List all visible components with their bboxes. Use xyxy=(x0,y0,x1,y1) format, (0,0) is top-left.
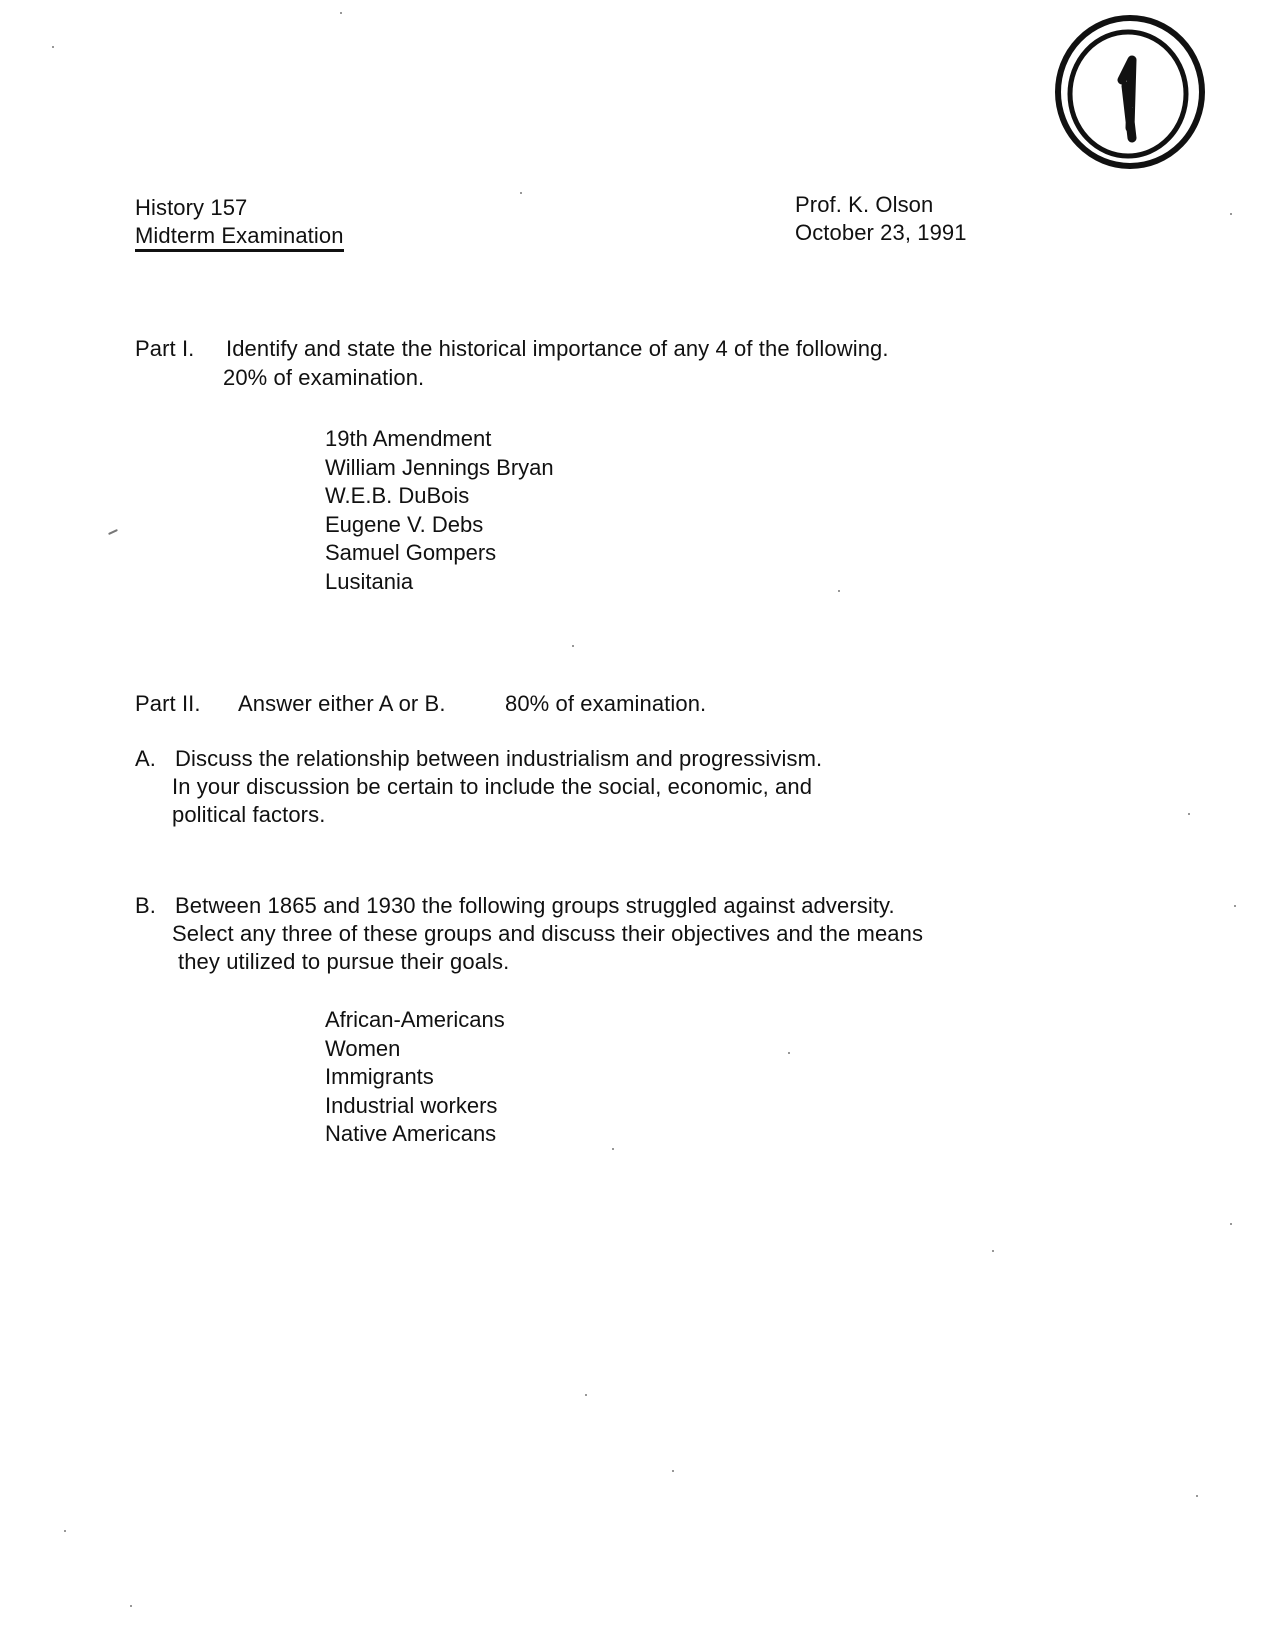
scan-speck xyxy=(838,590,840,592)
question-b-line: Between 1865 and 1930 the following groups struggled against adversity. xyxy=(175,893,895,918)
circled-number-icon xyxy=(1040,8,1220,178)
list-item: Women xyxy=(325,1035,401,1061)
part1-label: Part I. xyxy=(135,336,195,361)
list-item: Industrial workers xyxy=(325,1092,498,1118)
exam-title xyxy=(135,222,344,250)
part1-instruction: Identify and state the historical importance of any 4 of the following. xyxy=(226,336,889,361)
part1-item-list xyxy=(325,425,554,596)
part2-label: Part II. xyxy=(135,691,201,716)
scan-speck xyxy=(585,1394,587,1396)
list-item: W.E.B. DuBois xyxy=(325,483,470,508)
list-item: Eugene V. Debs xyxy=(325,511,484,537)
scan-speck xyxy=(672,1470,674,1472)
list-item: Lusitania xyxy=(325,568,414,594)
scan-speck xyxy=(130,1605,132,1607)
scan-speck xyxy=(1230,1223,1232,1225)
scan-speck xyxy=(340,12,342,14)
scan-speck xyxy=(788,1052,790,1054)
question-b-line: they utilized to pursue their goals. xyxy=(178,949,510,974)
scan-speck xyxy=(612,1148,614,1150)
handwritten-mark-text: 1 xyxy=(1132,108,1133,109)
exam-title-text: Midterm Examination xyxy=(135,223,344,252)
part2-weight: 80% of examination. xyxy=(505,691,707,716)
list-item: African-Americans xyxy=(325,1007,505,1032)
part1-weight: 20% of examination. xyxy=(223,365,425,390)
question-a-line: In your discussion be certain to include the social, economic, and xyxy=(172,774,813,799)
question-b-line: Select any three of these groups and discuss their objectives and the means xyxy=(172,921,924,946)
course-name: History 157 xyxy=(135,195,248,220)
scan-speck xyxy=(52,46,54,48)
list-item: Immigrants xyxy=(325,1064,434,1089)
scan-speck xyxy=(520,192,522,194)
question-b-label: B. xyxy=(135,893,156,918)
list-item: Samuel Gompers xyxy=(325,540,497,565)
scan-speck xyxy=(1234,905,1236,907)
question-a-line: Discuss the relationship between industrialism and progressivism. xyxy=(175,746,823,771)
scan-speck xyxy=(64,1530,66,1532)
scan-speck xyxy=(1196,1495,1198,1497)
professor-name: Prof. K. Olson xyxy=(795,192,934,217)
list-item: William Jennings Bryan xyxy=(325,454,554,480)
scan-speck xyxy=(1230,213,1232,215)
exam-date: October 23, 1991 xyxy=(795,220,967,245)
part2-instruction: Answer either A or B. xyxy=(238,691,446,716)
scan-speck xyxy=(992,1250,994,1252)
question-a-line: political factors. xyxy=(172,802,326,827)
scan-speck xyxy=(572,645,574,647)
list-item: Native Americans xyxy=(325,1121,497,1146)
question-b-group-list xyxy=(325,1006,505,1149)
scan-speck xyxy=(1188,813,1190,815)
scan-speck xyxy=(108,529,118,535)
question-a-label: A. xyxy=(135,746,156,771)
list-item: 19th Amendment xyxy=(325,426,492,451)
